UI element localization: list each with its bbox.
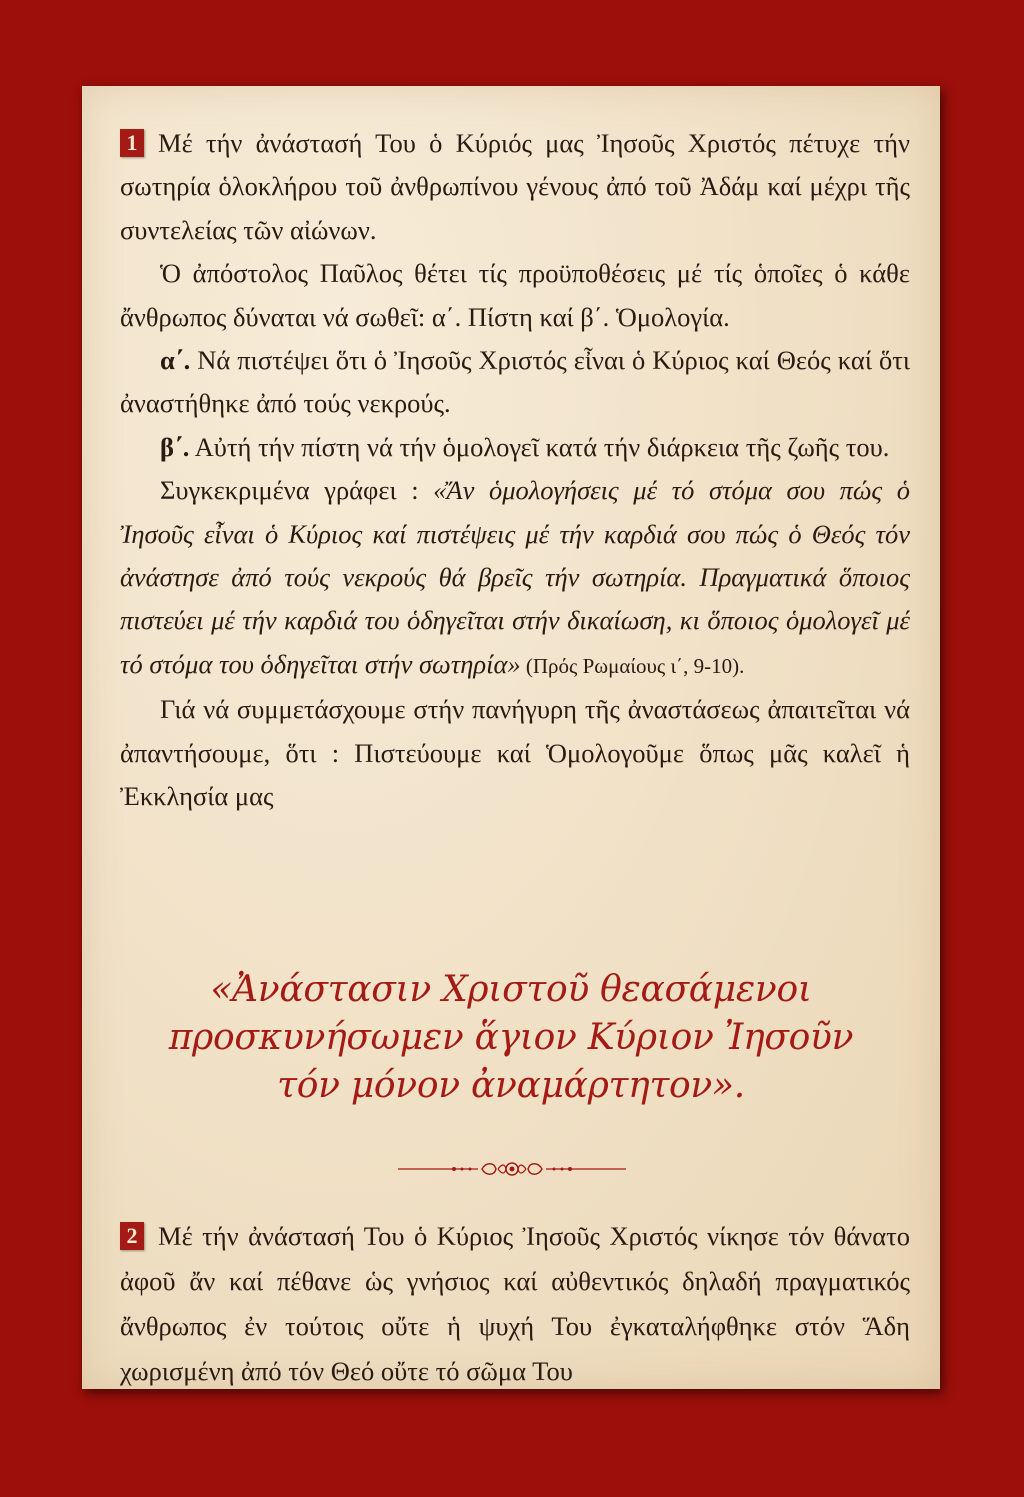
section-2-paragraph: [120, 1214, 910, 1394]
scripture-paragraph: [120, 469, 910, 688]
alpha-paragraph: [120, 339, 910, 426]
scripture-quote: «Ἄν ὁμολογήσεις μέ τό στόμα σου πώς ὁ Ἰησοῦς εἶναι ὁ Κύριος καί πιστέψεις μέ τήν καρδιά σου πώς ὁ Θεός τόν ἀνάστησε ἀπό τούς νεκρούς θά βρεῖς τήν σωτηρία. Πραγματικά ὅποιος πιστεύει μέ τήν καρδιά του ὁδηγεῖται στήν δικαίωση, κι ὅποιος ὁμολογεῖ μέ τό στόμα του ὁδηγεῖται στήν σωτηρία»: [120, 475, 910, 679]
hymn-line-2: προσκυνήσωμεν ἅγιον Κύριον Ἰησοῦν: [168, 1017, 854, 1058]
section-number-badge: 2: [120, 1222, 144, 1250]
section-number-badge: 1: [120, 129, 144, 157]
section-1-paragraph-2: Ὁ ἀπόστολος Παῦλος θέτει τίς προϋποθέσεις μέ τίς ὁποῖες ὁ κάθε ἄνθρωπος δύναται νά σωθεῖ: α΄. Πίστη καί β΄. Ὁμολογία.: [120, 258, 910, 332]
alpha-text: Νά πιστέψει ὅτι ὁ Ἰησοῦς Χριστός εἶναι ὁ Κύριος καί Θεός καί ὅτι ἀναστήθηκε ἀπό τούς νεκρούς.: [120, 345, 910, 419]
beta-label: β΄.: [160, 431, 190, 462]
scripture-reference: (Πρός Ρωμαίους ι΄, 9-10).: [520, 653, 745, 678]
hymn-quote: [82, 966, 940, 1110]
section-2: [120, 1214, 910, 1394]
scripture-intro: Συγκεκριμένα γράφει :: [160, 475, 434, 506]
hymn-line-1: «Ἀνάστασιν Χριστοῦ θεασάμενοι: [210, 969, 812, 1010]
section-2-text: Μέ τήν ἀνάστασή Του ὁ Κύριος Ἰησοῦς Χριστός νίκησε τόν θάνατο ἀφοῦ ἄν καί πέθανε ὡς γνήσιος καί αὐθεντικός δηλαδή πραγματικός ἄνθρωπος ἐν τούτοις οὔτε ἡ ψυχή Του ἐγκαταλήφθηκε στόν Ἅδη χωρισμένη ἀπό τόν Θεό οὔτε τό σῶμα Του: [120, 1221, 910, 1386]
hymn-line-3: τόν μόνον ἀναμάρτητον».: [277, 1065, 745, 1106]
parchment-page: [82, 86, 940, 1389]
section-1-intro-text: Μέ τήν ἀνάστασή Του ὁ Κύριός μας Ἰησοῦς Χριστός πέτυχε τήν σωτηρία ὁλοκλήρου τοῦ ἀνθρωπίνου γένους ἀπό τοῦ Ἀδάμ καί μέχρι τῆς συντελείας τῶν αἰώνων.: [120, 128, 910, 245]
alpha-label: α΄.: [160, 345, 191, 376]
section-1: [120, 122, 910, 819]
section-1-paragraph-1: [120, 122, 910, 252]
ornamental-divider-icon: [398, 1158, 626, 1180]
beta-text: Αὐτή τήν πίστη νά τήν ὁμολογεῖ κατά τήν διάρκεια τῆς ζωῆς του.: [189, 431, 890, 462]
section-1-closing-paragraph: Γιά νά συμμετάσχουμε στήν πανήγυρη τῆς ἀναστάσεως ἀπαιτεῖται νά ἀπαντήσουμε, ὅτι : Πιστεύουμε καί Ὁμολογοῦμε ὅπως μᾶς καλεῖ ἡ Ἐκκλησία μας: [120, 694, 910, 812]
beta-paragraph: [120, 426, 910, 469]
